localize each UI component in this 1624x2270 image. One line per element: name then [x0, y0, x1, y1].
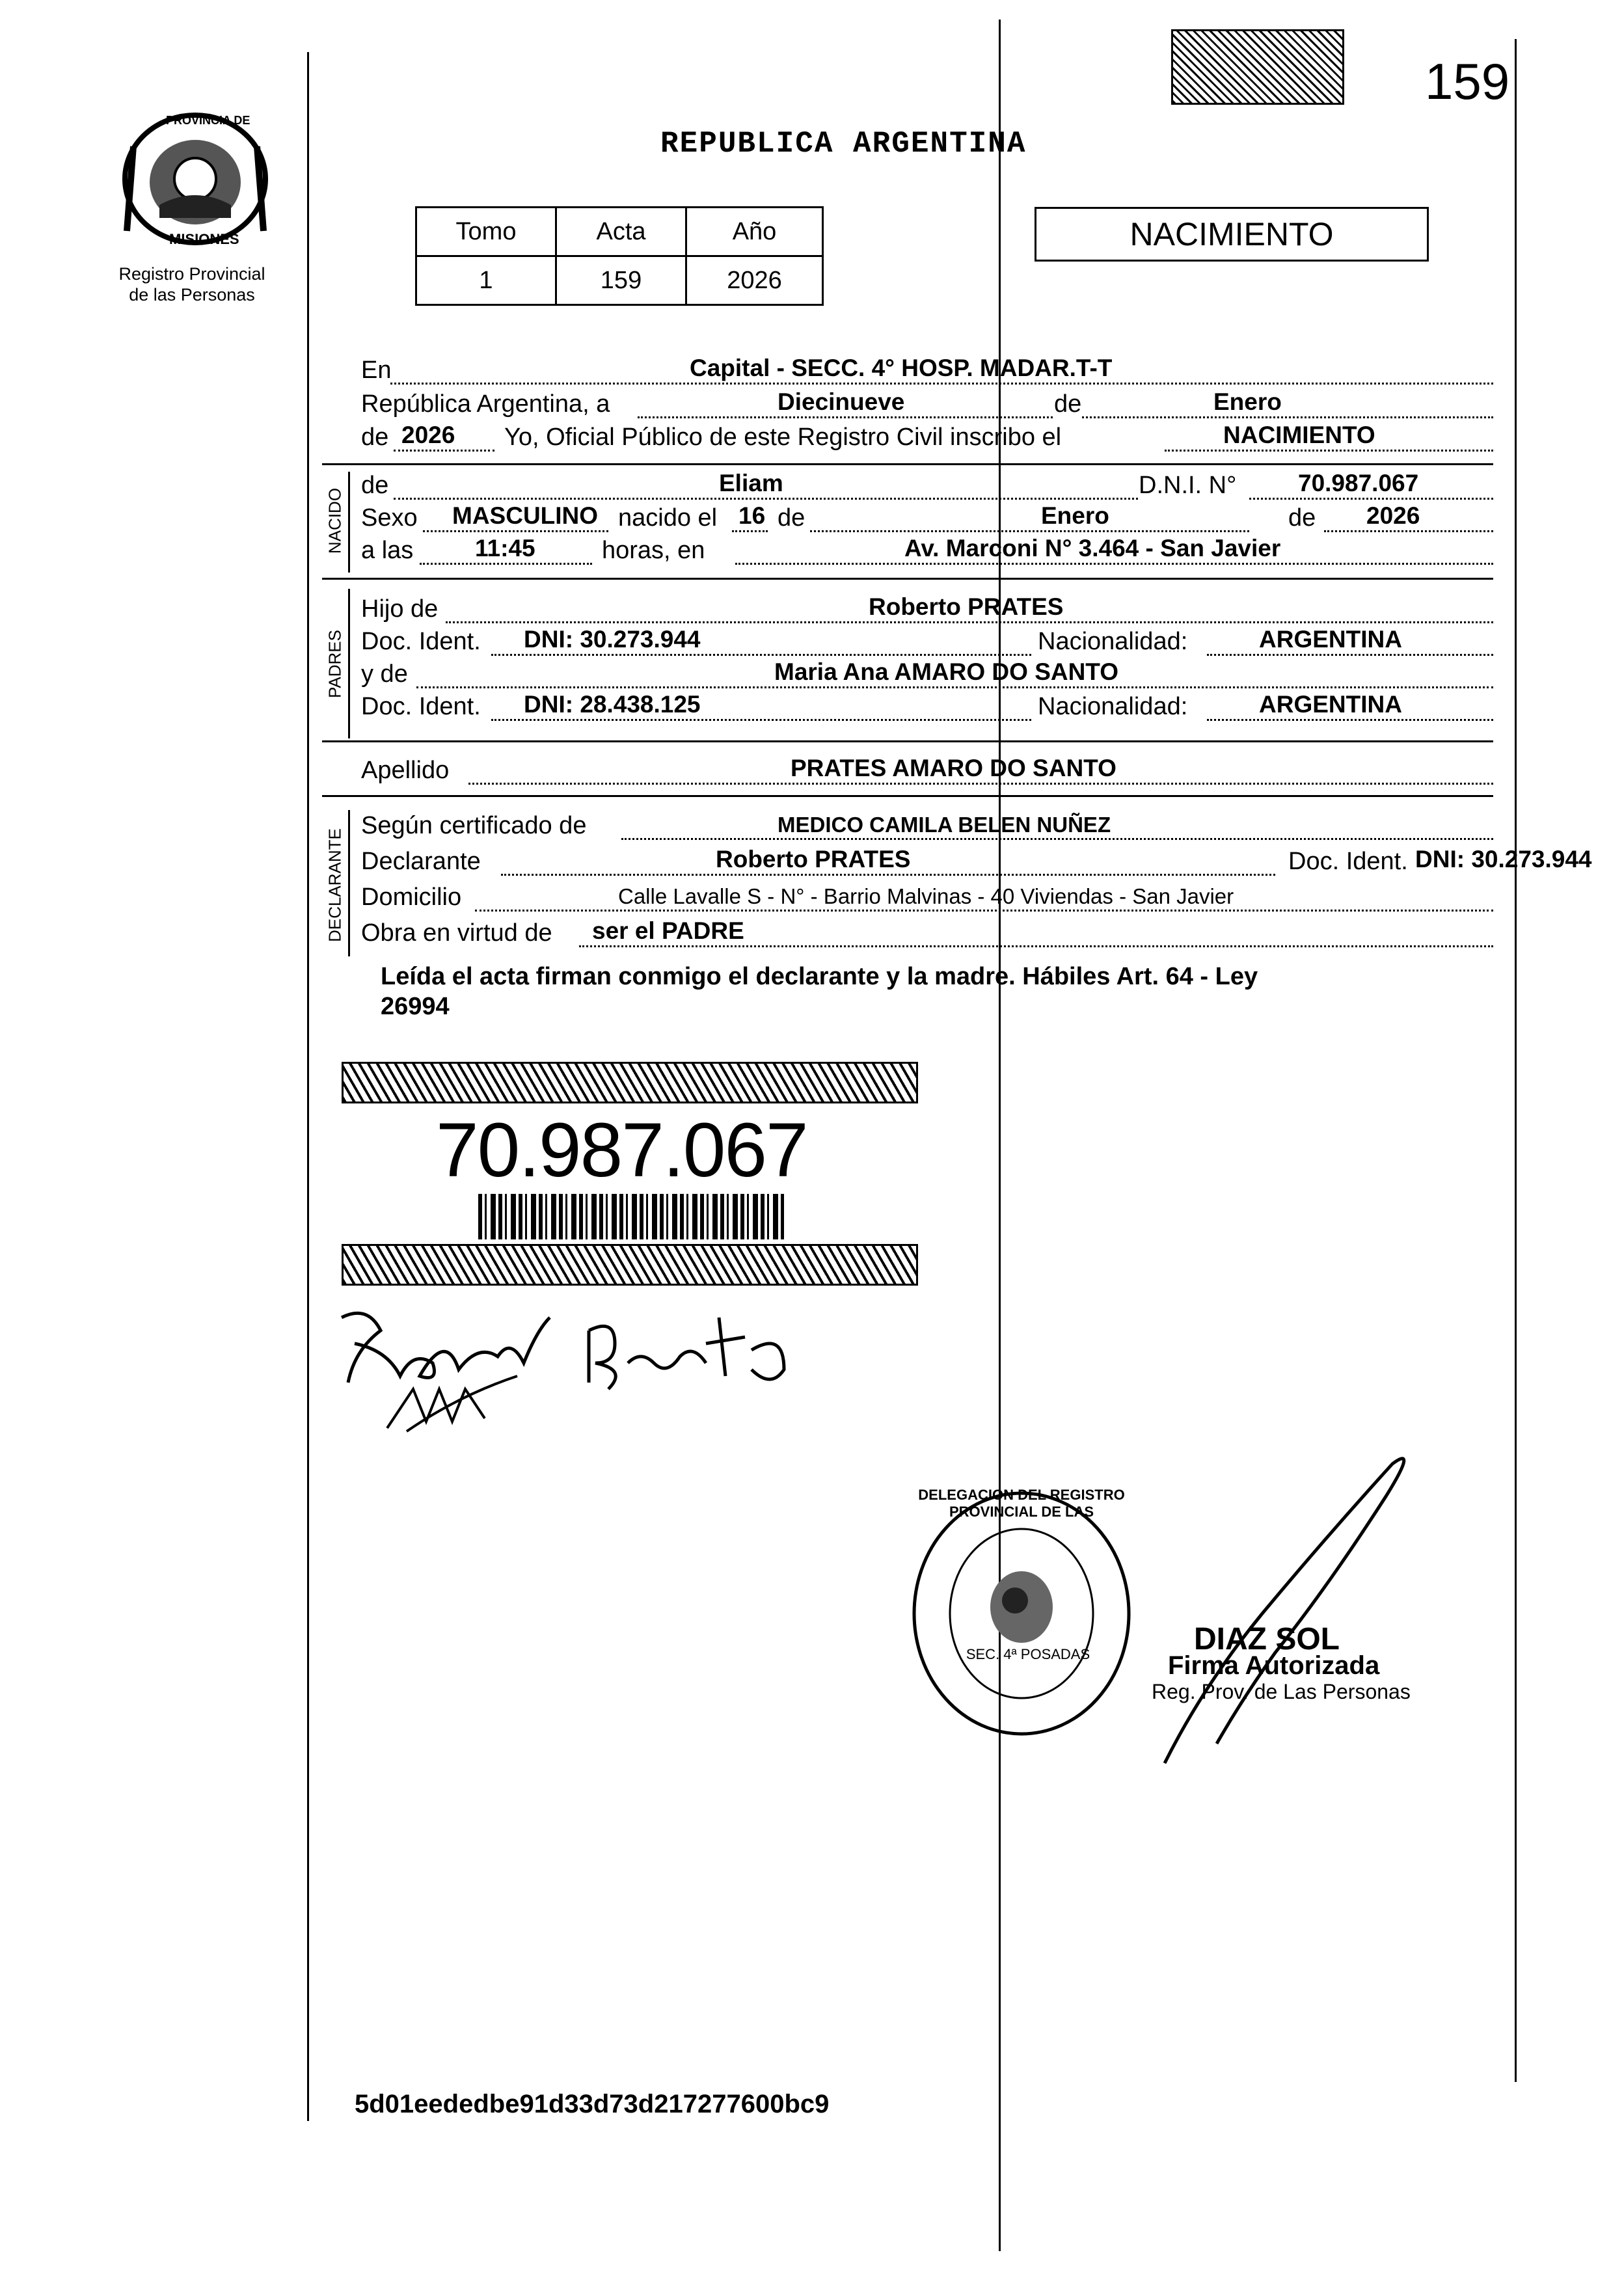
- label-nac-padre: Nacionalidad:: [1038, 628, 1188, 655]
- value-hora: 11:45: [475, 535, 535, 561]
- closing-text: [381, 962, 1487, 1021]
- divider-declarante-top: [322, 795, 1493, 797]
- logo-caption-line2: de las Personas: [129, 285, 255, 304]
- value-month: Enero: [1213, 388, 1282, 415]
- value-madre-doc: DNI: 28.438.125: [524, 691, 701, 718]
- doc-type-label: NACIMIENTO: [1130, 216, 1334, 252]
- row-madre: [361, 658, 1493, 691]
- header-acta: Acta: [556, 208, 686, 256]
- label-doc-declarante: Doc. Ident.: [1288, 848, 1408, 875]
- label-sexo: Sexo: [361, 504, 418, 532]
- record-table-header: [416, 208, 823, 256]
- row-date: [361, 388, 1493, 421]
- logo-caption: [85, 263, 299, 305]
- label-nacido: nacido el: [618, 504, 718, 532]
- value-padre-doc: DNI: 30.273.944: [524, 626, 701, 653]
- security-pattern-top: [342, 1062, 918, 1103]
- record-table-values: [416, 256, 823, 305]
- row-sexo: [361, 502, 1493, 535]
- row-hora: [361, 535, 1493, 567]
- value-year: 2026: [401, 422, 455, 448]
- signer-office: Reg. Prov. de Las Personas: [1152, 1680, 1411, 1703]
- signer-role: Firma Autorizada: [1168, 1651, 1380, 1680]
- value-apellido: PRATES AMARO DO SANTO: [791, 755, 1116, 781]
- declarant-signature-icon: [329, 1291, 823, 1441]
- label-de-year: de: [361, 424, 389, 451]
- label-horas-en: horas, en: [602, 537, 705, 564]
- value-declarante: Roberto PRATES: [716, 846, 911, 872]
- label-nac-madre: Nacionalidad:: [1038, 693, 1188, 720]
- row-apellido: [361, 755, 1493, 787]
- label-de-year2: de: [1288, 504, 1316, 532]
- closing-line1: Leída el acta firman conmigo el declarante y la madre. Hábiles Art. 64 - Ley: [381, 963, 1258, 990]
- label-certificado: Según certificado de: [361, 812, 587, 839]
- seal-text-bottom: MISIONES: [169, 231, 239, 247]
- left-margin-line: [307, 52, 309, 2121]
- value-doc-declarante: DNI: 30.273.944: [1415, 846, 1592, 872]
- signer-name: DIAZ SOL: [1194, 1622, 1340, 1656]
- barcode-icon: [478, 1194, 784, 1239]
- label-domicilio: Domicilio: [361, 884, 462, 911]
- security-stamp: [1171, 29, 1344, 105]
- value-acta: 159: [556, 256, 686, 305]
- value-dni: 70.987.067: [1298, 470, 1419, 496]
- bracket-nacido: [348, 472, 350, 573]
- divider-padres-top: [322, 578, 1493, 580]
- value-obra: ser el PADRE: [592, 917, 744, 944]
- label-a-las: a las: [361, 537, 414, 564]
- doc-type-box: [1035, 207, 1429, 262]
- value-madre-nac: ARGENTINA: [1259, 691, 1402, 718]
- value-birth-month: Enero: [1041, 502, 1109, 529]
- official-seal-icon: [904, 1483, 1139, 1744]
- label-y-de: y de: [361, 660, 408, 688]
- row-domicilio: [361, 882, 1493, 914]
- value-place: Capital - SECC. 4° HOSP. MADAR.T-T: [690, 355, 1113, 381]
- label-obra: Obra en virtud de: [361, 919, 552, 947]
- value-padre-nac: ARGENTINA: [1259, 626, 1402, 653]
- row-place: [361, 355, 1493, 387]
- row-madre-doc: [361, 691, 1493, 723]
- row-certificado: [361, 810, 1493, 843]
- logo-caption-line1: Registro Provincial: [118, 264, 265, 284]
- closing-line2: 26994: [381, 993, 450, 1020]
- row-padre-doc: [361, 626, 1493, 658]
- label-de-month: de: [778, 504, 805, 532]
- row-padre: [361, 593, 1493, 626]
- value-birth-day: 16: [738, 502, 766, 529]
- signature-block: [1152, 1622, 1411, 1705]
- label-hijo-de: Hijo de: [361, 595, 439, 623]
- label-apellido: Apellido: [361, 757, 450, 784]
- official-signature-icon: [1145, 1438, 1431, 1776]
- page-title: REPUBLICA ARGENTINA: [660, 127, 1027, 161]
- record-table: [415, 206, 824, 306]
- value-lugar: Av. Marconi N° 3.464 - San Javier: [904, 535, 1281, 561]
- bracket-declarante: [348, 810, 350, 956]
- value-padre: Roberto PRATES: [869, 593, 1064, 620]
- document-hash: 5d01eededbe91d33d73d217277600bc9: [355, 2090, 830, 2118]
- label-declarante: Declarante: [361, 848, 481, 875]
- seal-ring-text: DELEGACION DEL REGISTRO PROVINCIAL DE LAS: [918, 1487, 1125, 1520]
- label-doc-padre: Doc. Ident.: [361, 628, 481, 655]
- label-de-nombre: de: [361, 472, 389, 499]
- bracket-padres: [348, 589, 350, 738]
- section-label-padres: PADRES: [325, 630, 345, 698]
- value-birth-year: 2026: [1366, 502, 1420, 529]
- row-year: [361, 422, 1493, 454]
- seal-inner-text: SEC. 4ª POSADAS: [966, 1646, 1090, 1662]
- label-republica: República Argentina, a: [361, 390, 610, 418]
- label-de: de: [1054, 390, 1082, 418]
- value-acto: NACIMIENTO: [1223, 422, 1375, 448]
- value-domicilio: Calle Lavalle S - N° - Barrio Malvinas - 40 Viviendas - San Javier: [618, 884, 1234, 908]
- value-sexo: MASCULINO: [452, 502, 599, 529]
- label-oficial: Yo, Oficial Público de este Registro Civil inscribo el: [504, 424, 1062, 451]
- header-tomo: Tomo: [416, 208, 556, 256]
- value-anio: 2026: [686, 256, 823, 305]
- value-tomo: 1: [416, 256, 556, 305]
- right-margin-line: [1515, 39, 1517, 2082]
- value-name: Eliam: [719, 470, 783, 496]
- row-obra: [361, 917, 1493, 950]
- security-pattern-bottom: [342, 1244, 918, 1286]
- province-logo: [114, 107, 277, 257]
- page-number: 159: [1425, 53, 1510, 110]
- seal-text-top: PROVINCIA DE: [166, 114, 250, 127]
- label-doc-madre: Doc. Ident.: [361, 693, 481, 720]
- value-day: Diecinueve: [778, 388, 905, 415]
- barcode-number: 70.987.067: [436, 1107, 807, 1193]
- value-madre: Maria Ana AMARO DO SANTO: [774, 658, 1119, 685]
- section-label-declarante: DECLARANTE: [325, 828, 345, 942]
- section-label-nacido: NACIDO: [325, 487, 345, 554]
- header-anio: Año: [686, 208, 823, 256]
- divider-nacido-top: [322, 463, 1493, 465]
- label-en: En: [361, 357, 392, 384]
- row-declarante: [361, 846, 1592, 878]
- value-certificado: MEDICO CAMILA BELEN NUÑEZ: [778, 813, 1111, 837]
- divider-apellido-top: [322, 740, 1493, 742]
- label-dni: D.N.I. N°: [1139, 472, 1237, 499]
- row-nombre: [361, 470, 1493, 502]
